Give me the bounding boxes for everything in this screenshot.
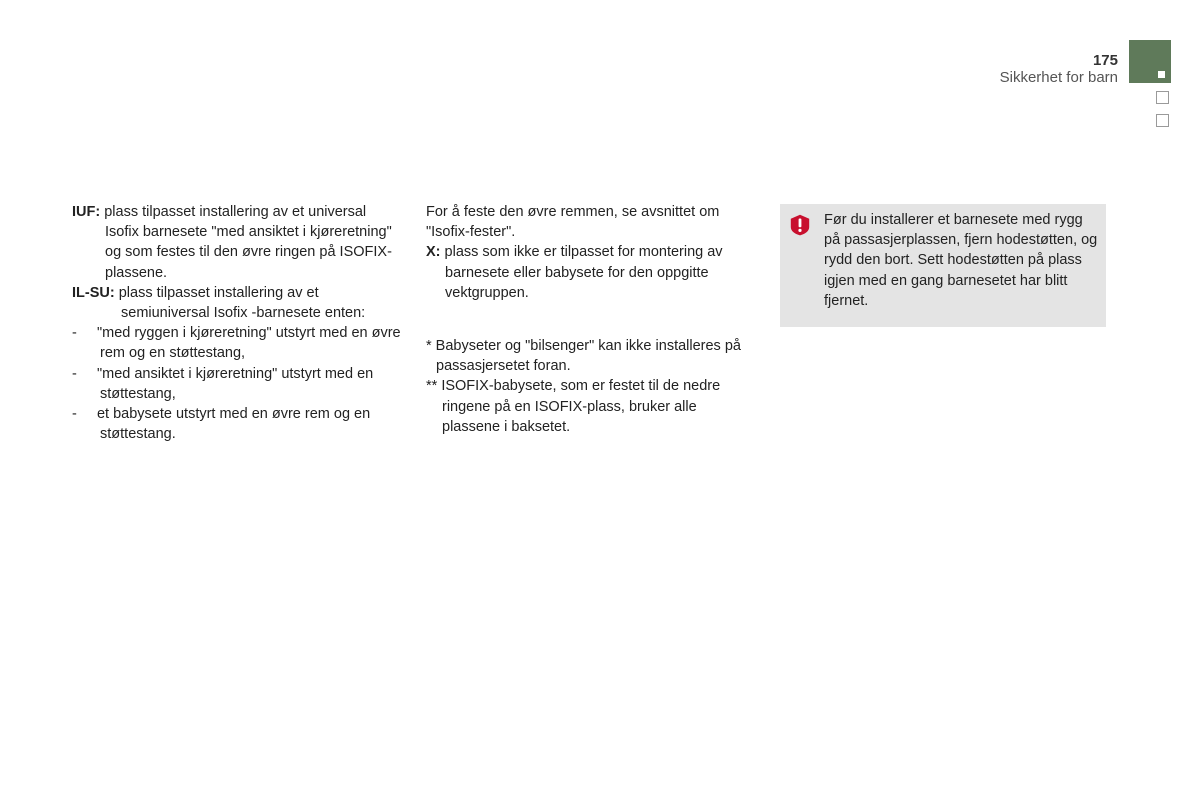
warning-box [780,204,1106,327]
iuf-text: plass tilpasset installering av et universal Isofix barnesete "med ansiktet i kjøreretning" og som festes til den øvre ringen på ISOFIX-plassene. [104,204,392,281]
footnote: ** ISOFIX-babysete, som er festet til de nedre ringene på en ISOFIX-plass, bruker alle plassene i baksetet. [426,378,721,435]
chapter-marker-box [1156,91,1169,104]
warning-text: Før du installerer et barnesete med rygg på passasjerplassen, fjern hodestøtten, og rydd den bort. Sett hodestøtten på plass igjen med en gang barnesetet har blitt fjernet. [824,212,1098,309]
ilsu-definition [72,283,402,323]
x-text: plass som ikke er tilpasset for montering av barnesete eller babysete for den oppgitte vektgruppen. [444,244,723,301]
chapter-tab [1129,40,1171,83]
iuf-definition [72,202,402,283]
isofix-intro: For å feste den øvre remmen, se avsnittet om "Isofix-fester". [426,204,720,241]
ilsu-term: IL-SU: [72,284,115,301]
x-definition [426,242,756,303]
list-item: - et babysete utstyrt med en øvre rem og en støttestang. [72,406,371,443]
list-item: - "med ansiktet i kjøreretning" utstyrt med en støttestang, [72,365,374,402]
iuf-term: IUF: [72,204,101,220]
warning-icon [789,214,811,236]
middle-column [426,202,756,437]
left-column [72,202,402,444]
footnote: * Babyseter og "bilsenger" kan ikke installeres på passasjersetet foran. [426,338,741,375]
page-number: 175 [1092,52,1118,69]
ilsu-text: plass tilpasset installering av et semiuniversal Isofix -barnesete enten: [118,284,366,322]
list-item: - "med ryggen i kjøreretning" utstyrt med en øvre rem og en støttestang, [72,325,401,362]
chapter-tab-marker [1158,71,1165,78]
chapter-marker-box [1156,114,1169,127]
section-title: Sikkerhet for barn [999,69,1118,86]
x-term: X: [426,244,441,261]
